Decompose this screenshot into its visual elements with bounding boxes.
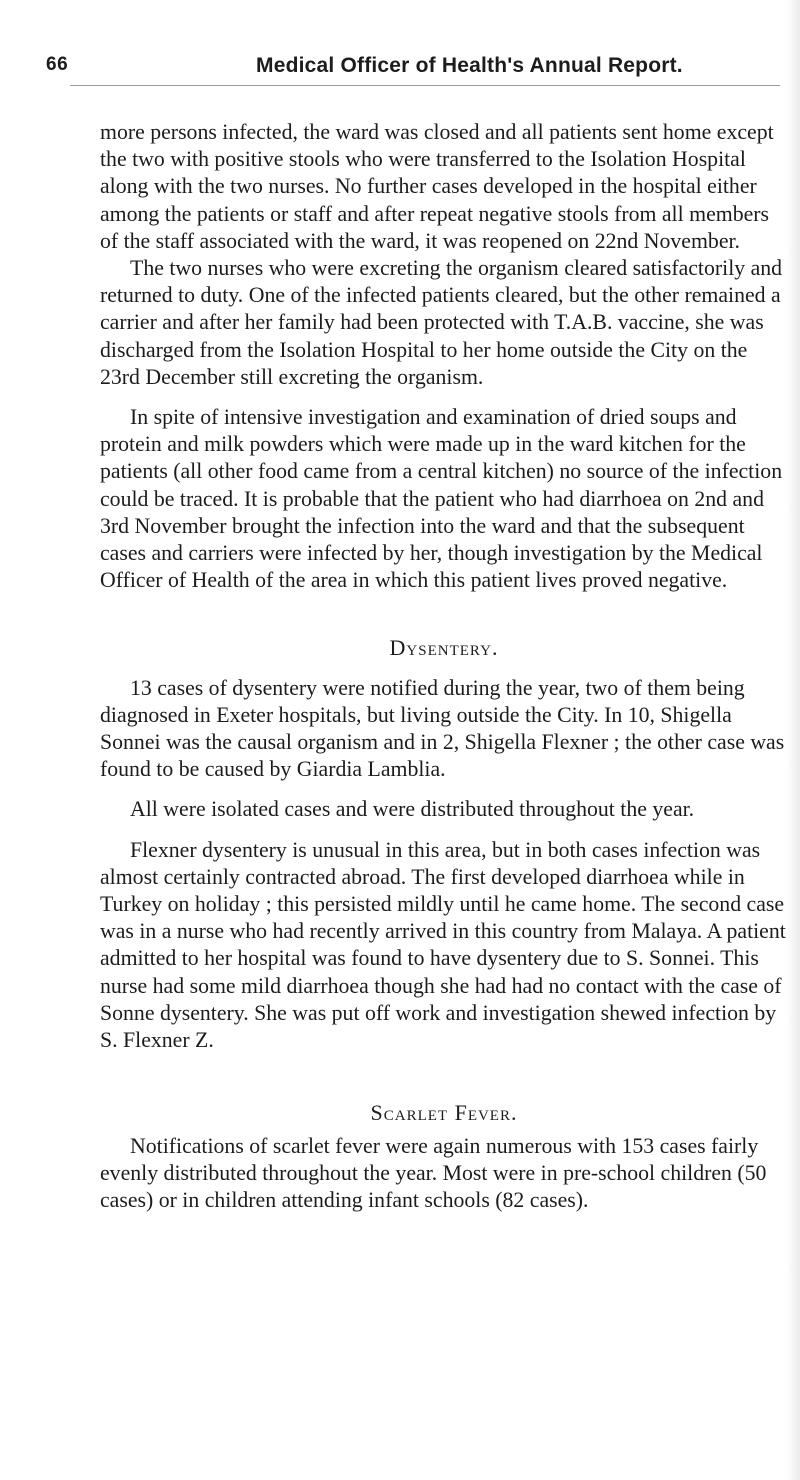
paragraph-nurses-cleared: The two nurses who were excreting the organism cleared satisfactorily and returned to duty. One of the infected patients cleared, but the other remained a carrier and after her family had been protected with T.A.B. vaccine, she was discharged from the Isolation Hospital to her home outside the City on the 23rd December still excreting the organism.	[100, 256, 783, 389]
paragraph-isolated-cases: All were isolated cases and were distributed throughout the year.	[130, 797, 695, 822]
heading-scarlet-fever: Scarlet Fever.	[370, 1100, 518, 1126]
paragraph-ward-closure: more persons infected, the ward was closed and all patients sent home except the two with positive stools who were transferred to the Isolation Hospital along with the two nurses. No further cases developed in the hospital either among the patients or staff and after repeat negative stools from all members of the staff associated with the ward, it was reopened on 22nd November.	[100, 120, 774, 253]
page-edge-shadow	[786, 0, 800, 1480]
paragraph-scarlet-fever: Notifications of scarlet fever were again numerous with 153 cases fairly evenly distributed throughout the year. Most were in pre-school children (50 cases) or in children attending infant schools (82 cases).	[100, 1133, 767, 1212]
header-rule	[70, 85, 780, 86]
heading-dysentery: Dysentery.	[389, 635, 499, 661]
paragraph-investigation: In spite of intensive investigation and examination of dried soups and protein and milk powders which were made up in the ward kitchen for the patients (all other food came from a central kitchen) no source of the infection could be traced. It is probable that the patient who had diarrhoea on 2nd and 3rd November brought the infection into the ward and that the subsequent cases and carriers were infected by her, though investigation by the Medical Officer of Health of the area in which this patient lives proved negative.	[100, 405, 783, 593]
body-text	[100, 119, 788, 1214]
paragraph-flexner: Flexner dysentery is unusual in this area, but in both cases infection was almost certainly contracted abroad. The first developed diarrhoea while in Turkey on holiday ; this persisted mildly until he came home. The second case was in a nurse who had recently arrived in this country from Malaya. A patient admitted to her hospital was found to have dysentery due to S. Sonnei. This nurse had some mild diarrhoea though she had had no contact with the case of Sonne dysentery. She was put off work and investigation shewed infection by S. Flexner Z.	[100, 837, 786, 1053]
running-header	[46, 54, 780, 84]
paragraph-dysentery-cases: 13 cases of dysentery were notified during the year, two of them being diagnosed in Exeter hospitals, but living outside the City. In 10, Shigella Sonnei was the causal organism and in 2, Shigella Flexner ; the other case was found to be caused by Giardia Lamblia.	[100, 675, 785, 782]
page-number: 66	[46, 54, 69, 75]
report-title: Medical Officer of Health's Annual Report.	[256, 54, 683, 77]
